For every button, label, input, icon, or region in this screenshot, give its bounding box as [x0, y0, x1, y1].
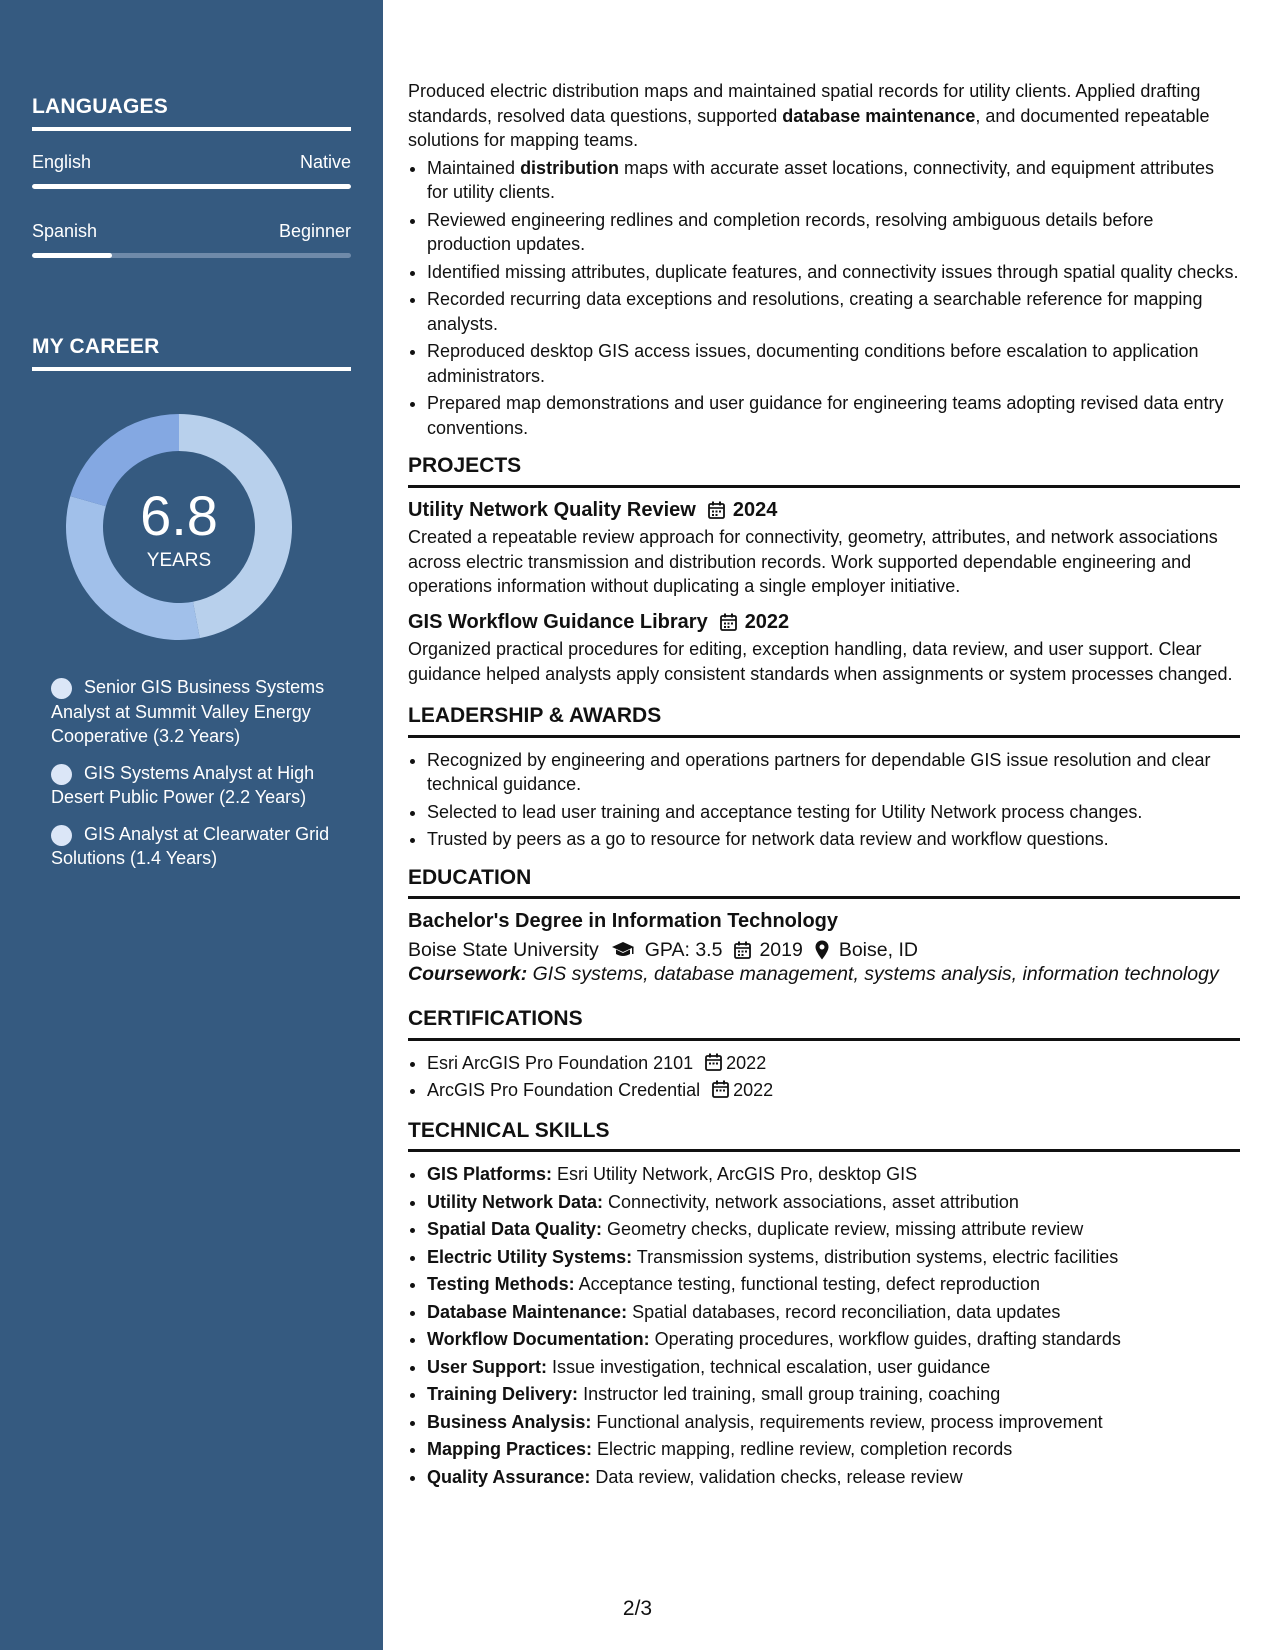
main-content: [408, 0, 1240, 1492]
calendar-icon: [734, 941, 751, 959]
experience-bullet: [427, 287, 1240, 336]
skill-label: GIS Platforms:: [427, 1164, 553, 1184]
experience-summary: [408, 79, 1240, 153]
skills-list: [408, 1162, 1240, 1489]
skill-item: [427, 1217, 1240, 1242]
education-details: [408, 938, 1240, 963]
leadership-item: • Selected to lead user training and acceptance testing for Utility Network process changes.: [427, 800, 1240, 825]
skills-heading: TECHNICAL SKILLS: [408, 1119, 1240, 1153]
skill-label: Mapping Practices:: [427, 1439, 593, 1459]
legend-dot-icon: [51, 678, 72, 699]
degree-title: Bachelor's Degree in Information Technology: [408, 910, 839, 932]
calendar-icon: [712, 1080, 729, 1098]
graduation-year: 2019: [759, 938, 803, 961]
skill-item: [427, 1355, 1240, 1380]
skill-value: Electric mapping, redline review, completion records: [592, 1439, 1013, 1459]
language-row-english: [32, 152, 351, 173]
project-title-row: [408, 610, 1240, 635]
school-name: Boise State University: [408, 938, 599, 961]
location-pin-icon: [815, 940, 829, 960]
bullet-text: Prepared map demonstrations and user guidance for engineering teams adopting revised data entry conventions.: [427, 393, 1224, 438]
language-level: Beginner: [278, 221, 351, 241]
languages-heading: LANGUAGES: [32, 95, 351, 131]
bullet-text: Reviewed engineering redlines and completion records, resolving ambiguous details before production updates.: [427, 209, 1154, 254]
skill-value: Spatial databases, record reconciliation, data updates: [627, 1301, 1061, 1322]
skill-label: Utility Network Data:: [427, 1191, 604, 1212]
school-location: Boise, ID: [838, 938, 918, 961]
skill-value: Data review, validation checks, release review: [590, 1466, 963, 1487]
career-item: [51, 675, 331, 749]
summary-text: Produced electric distribution maps and maintained spatial records for utility clients. Applied drafting standards, resolved data questions, supported: [408, 81, 1201, 126]
skill-value: Connectivity, network associations, asset attribution: [603, 1191, 1019, 1212]
projects-heading: PROJECTS: [408, 454, 1240, 488]
experience-bullet: [427, 156, 1240, 205]
gpa: GPA: 3.5: [644, 938, 723, 961]
career-item-text: Senior GIS Business Systems Analyst at Summit Valley Energy Cooperative (3.2 Years): [51, 677, 325, 746]
bullet-text: Recorded recurring data exceptions and resolutions, creating a searchable reference for mapping analysts.: [427, 289, 1203, 334]
calendar-icon: [720, 613, 737, 631]
certification-name: Esri ArcGIS Pro Foundation 2101: [427, 1052, 694, 1073]
calendar-icon: [705, 1053, 722, 1071]
bullet-text: Maintained: [427, 157, 521, 178]
sidebar: [0, 0, 383, 1650]
leadership-item: • Trusted by peers as a go to resource for network data review and workflow questions.: [427, 827, 1240, 852]
skill-label: Training Delivery:: [427, 1384, 579, 1404]
skill-value: Instructor led training, small group training, coaching: [578, 1384, 1001, 1404]
project-year: 2024: [732, 498, 778, 521]
project-description: Created a repeatable review approach for connectivity, geometry, attributes, and network associations across electric transmission and distribution records. Work supported dependable engineering and operations information without duplicating a single employer initiative.: [408, 527, 1218, 596]
experience-bullets: [408, 156, 1240, 441]
career-total-value: 6.8: [140, 484, 218, 547]
language-bar-fill: [32, 184, 351, 189]
career-item-text: GIS Systems Analyst at High Desert Public Power (2.2 Years): [51, 762, 315, 807]
project-title-row: [408, 498, 1240, 523]
career-item: [51, 822, 331, 871]
coursework: [408, 962, 1240, 987]
certifications-list: [408, 1051, 1240, 1103]
skill-item: [427, 1465, 1240, 1490]
skill-label: Quality Assurance:: [427, 1466, 591, 1487]
career-item-text: GIS Analyst at Clearwater Grid Solutions (1.4 Years): [51, 823, 330, 868]
language-bar-fill: [32, 253, 112, 258]
certification-item: [427, 1078, 1240, 1103]
skill-value: Transmission systems, distribution systems, electric facilities: [632, 1246, 1119, 1267]
coursework-label: Coursework:: [408, 963, 528, 985]
bullet-text: Reproduced desktop GIS access issues, documenting conditions before escalation to application administrators.: [427, 341, 1199, 386]
leadership-list: [408, 748, 1240, 852]
skill-value: Esri Utility Network, ArcGIS Pro, desktop GIS: [552, 1164, 918, 1184]
experience-bullet: [427, 208, 1240, 257]
skill-value: Geometry checks, duplicate review, missing attribute review: [602, 1219, 1084, 1239]
graduation-cap-icon: [611, 941, 635, 959]
experience-bullet: [427, 339, 1240, 388]
skill-item: [427, 1382, 1240, 1407]
language-name: English: [32, 152, 92, 172]
skill-value: Acceptance testing, functional testing, defect reproduction: [574, 1274, 1040, 1294]
skill-item: [427, 1437, 1240, 1462]
certification-name: ArcGIS Pro Foundation Credential: [427, 1080, 701, 1100]
certification-year: 2022: [733, 1080, 774, 1100]
skill-item: [427, 1272, 1240, 1297]
experience-bullet: [427, 391, 1240, 440]
career-item: [51, 761, 331, 810]
language-row-spanish: [32, 221, 351, 242]
skill-label: Spatial Data Quality:: [427, 1219, 603, 1239]
project-title: GIS Workflow Guidance Library: [408, 610, 708, 633]
legend-dot-icon: [51, 764, 72, 785]
skill-item: [427, 1245, 1240, 1270]
skill-value: Operating procedures, workflow guides, drafting standards: [649, 1329, 1121, 1349]
leadership-heading: LEADERSHIP & AWARDS: [408, 704, 1240, 738]
experience-bullet: [427, 260, 1240, 285]
skill-item: [427, 1327, 1240, 1352]
coursework-text: GIS systems, database management, systems analysis, information technology: [527, 963, 1219, 985]
leadership-item: • Recognized by engineering and operations partners for dependable GIS issue resolution and clear technical guidance.: [427, 748, 1240, 797]
legend-dot-icon: [51, 825, 72, 846]
skill-item: [427, 1190, 1240, 1215]
bullet-text: Identified missing attributes, duplicate features, and connectivity issues through spatial quality checks.: [427, 261, 1239, 282]
skill-label: Business Analysis:: [427, 1411, 592, 1432]
skill-label: Electric Utility Systems:: [427, 1246, 633, 1267]
bullet-bold: distribution: [520, 157, 620, 178]
skill-item: [427, 1162, 1240, 1187]
certification-year: 2022: [726, 1052, 767, 1073]
education-heading: EDUCATION: [408, 866, 1240, 900]
summary-bold: database maintenance: [782, 105, 976, 126]
project-description: Organized practical procedures for editing, exception handling, data review, and user support. Clear guidance helped analysts apply consistent standards when assignments or system processes changed.: [408, 639, 1233, 684]
language-name: Spanish: [32, 221, 98, 241]
skill-label: Database Maintenance:: [427, 1301, 628, 1322]
project-year: 2022: [744, 610, 790, 633]
language-bar-english: [32, 184, 351, 189]
language-level: Native: [299, 152, 351, 172]
skill-label: Testing Methods:: [427, 1274, 575, 1294]
career-total-unit: YEARS: [146, 550, 212, 571]
summary-text: , and documented repeatable solutions for mapping teams.: [408, 105, 1210, 150]
career-list: [51, 675, 331, 883]
page-number: 2/3: [622, 1597, 653, 1620]
skill-item: [427, 1300, 1240, 1325]
skill-label: User Support:: [427, 1356, 548, 1377]
skill-label: Workflow Documentation:: [427, 1329, 650, 1349]
certification-item: [427, 1051, 1240, 1076]
skill-value: Issue investigation, technical escalation, user guidance: [547, 1356, 991, 1377]
skill-item: [427, 1410, 1240, 1435]
certifications-heading: CERTIFICATIONS: [408, 1007, 1240, 1041]
bullet-text: maps with accurate asset locations, connectivity, and equipment attributes for utility clients.: [427, 157, 1215, 202]
skill-value: Functional analysis, requirements review, process improvement: [591, 1411, 1103, 1432]
career-heading: MY CAREER: [32, 335, 351, 371]
language-bar-spanish: [32, 253, 351, 258]
project-title: Utility Network Quality Review: [408, 498, 696, 521]
calendar-icon: [708, 501, 725, 519]
